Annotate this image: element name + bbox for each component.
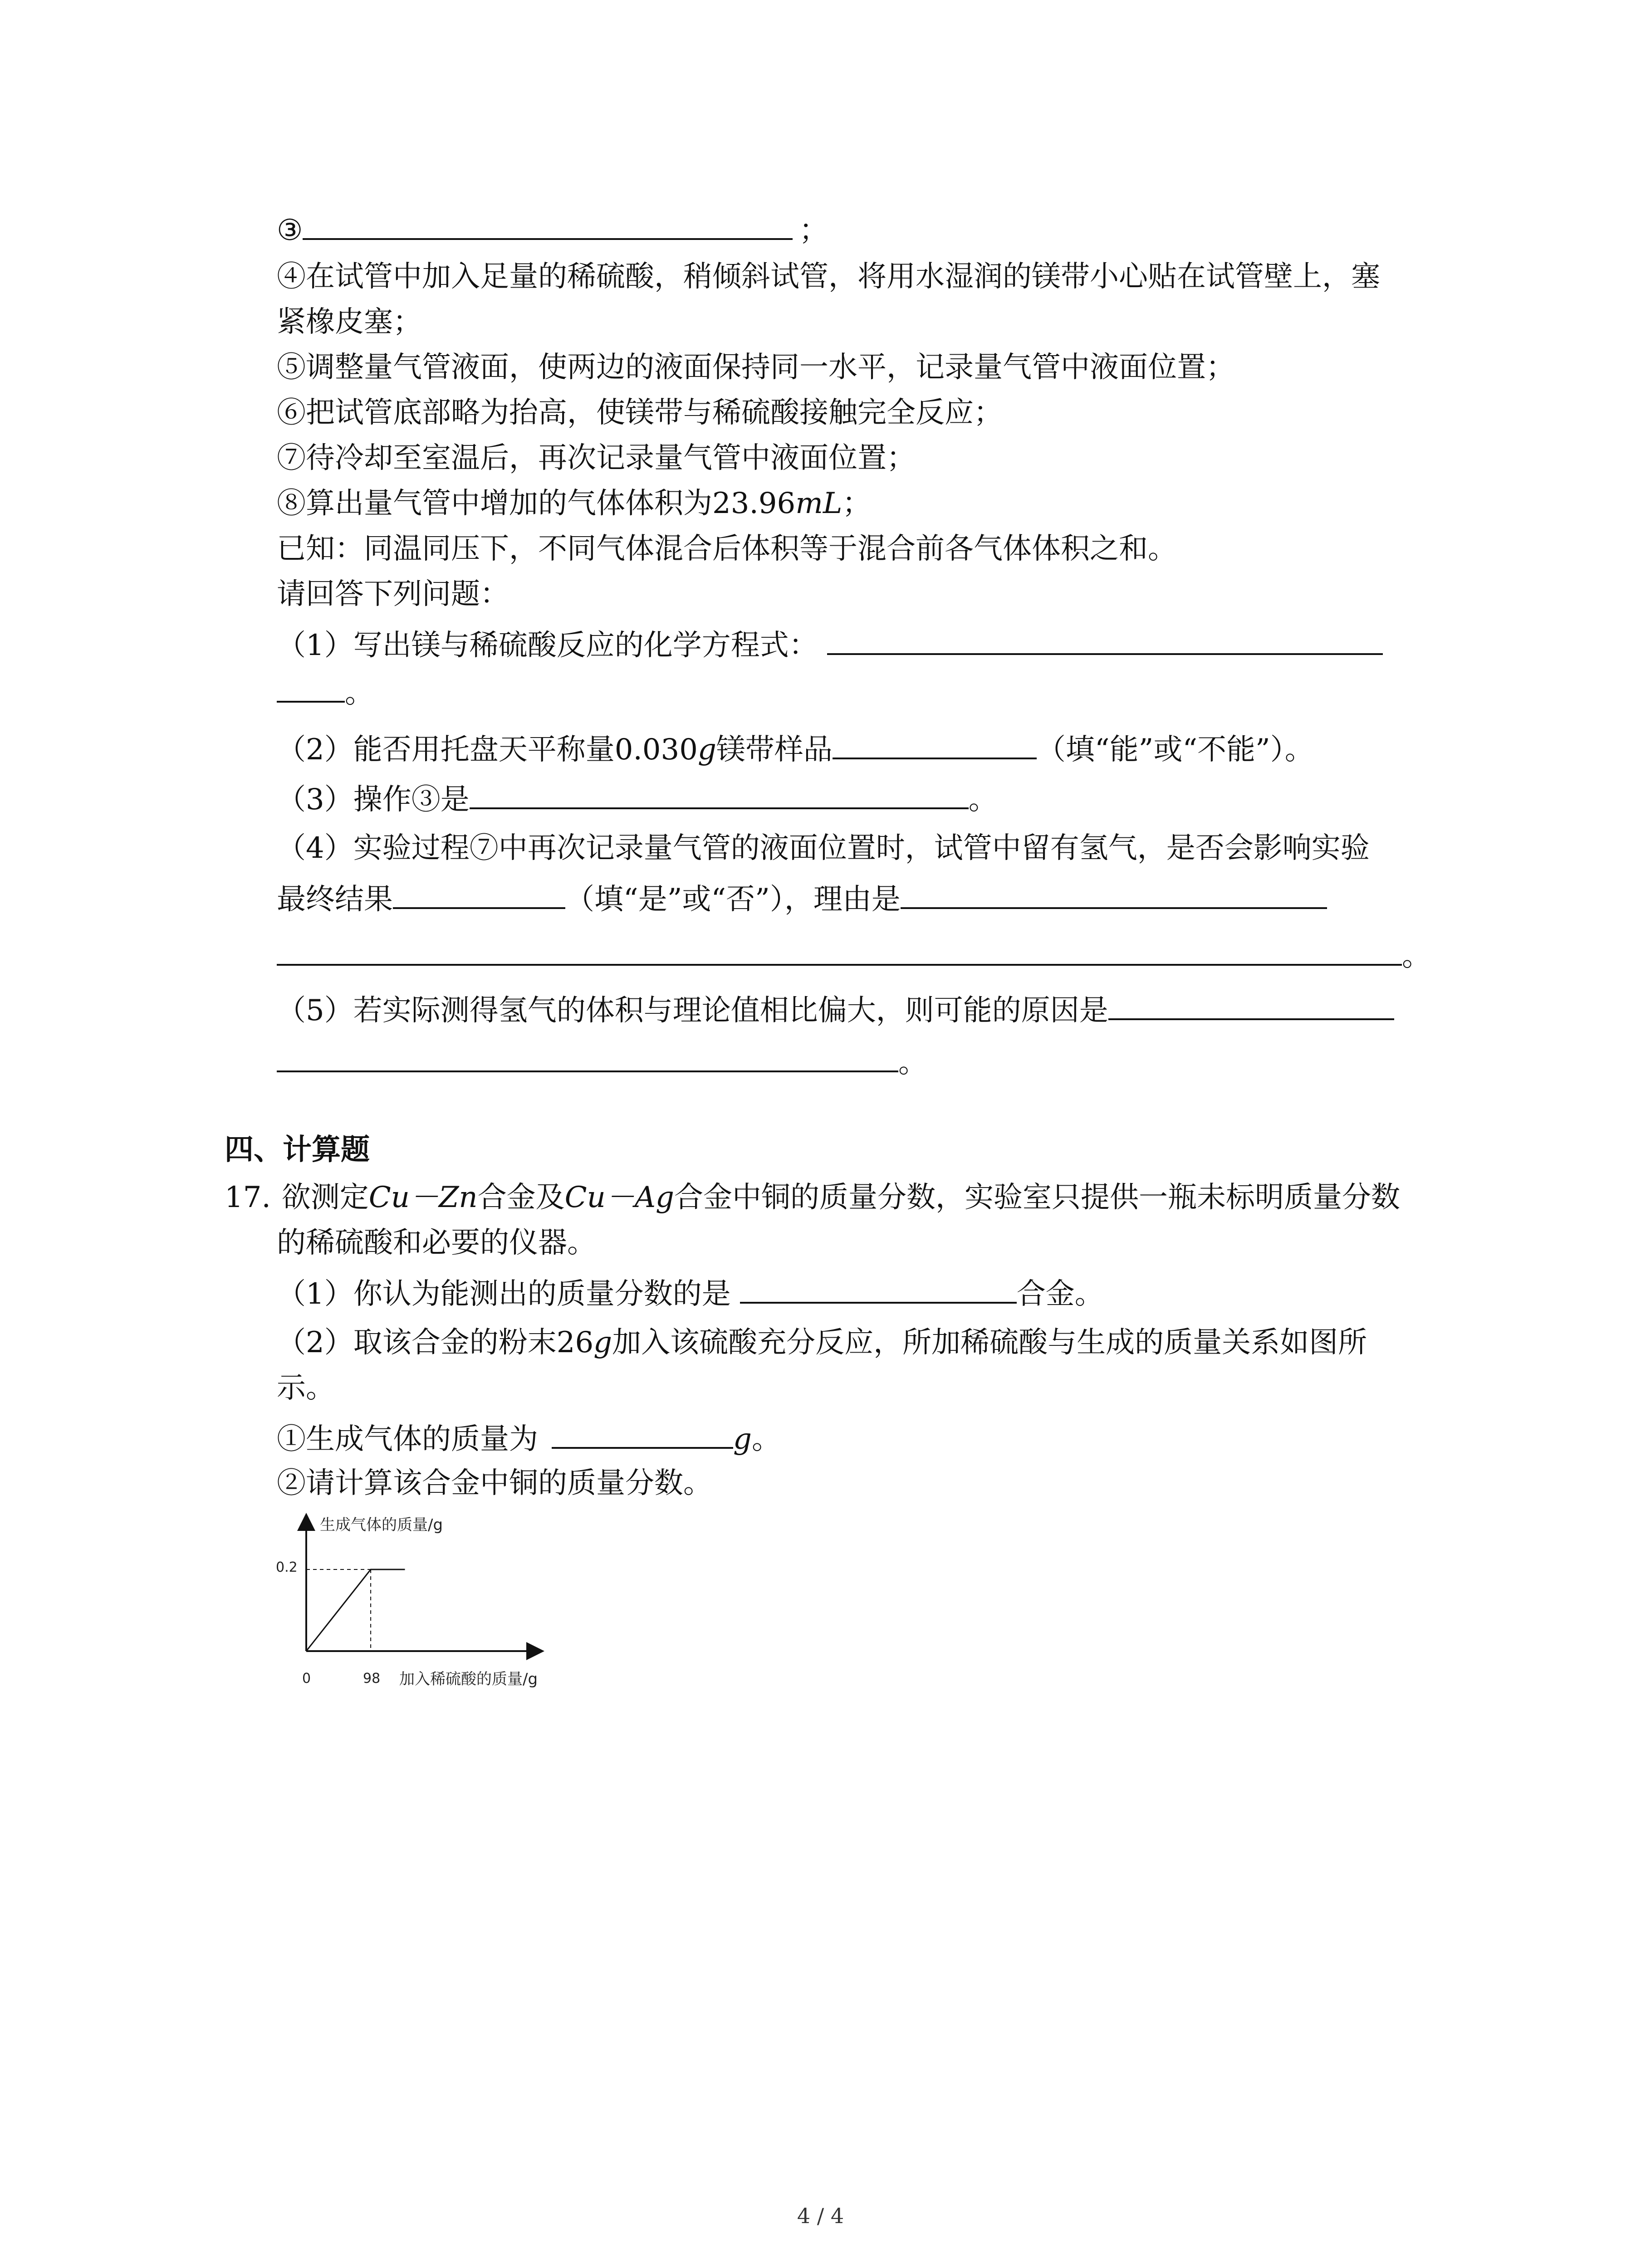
question-17-sub-1: ①生成气体的质量为 g。 — [277, 1420, 781, 1457]
question-17-number: 17. — [225, 1181, 271, 1214]
gas-mass-blank[interactable] — [552, 1420, 733, 1449]
step-8: ⑧算出量气管中增加的气体体积为23.96mL； — [277, 487, 872, 520]
known-note: 已知：同温同压下，不同气体混合后体积等于混合前各气体体积之和。 — [277, 532, 1177, 566]
gas-volume-unit: mL — [795, 487, 843, 520]
question-17-part-1: （1）你认为能测出的质量分数的是 合金。 — [277, 1275, 1104, 1312]
x-tick-98: 98 — [363, 1671, 381, 1686]
series-layer — [306, 1569, 405, 1651]
step-6: ⑥把试管底部略为抬高，使镁带与稀硫酸接触完全反应； — [277, 396, 1003, 430]
question-3: （3）操作③是 。 — [277, 780, 998, 818]
question-17-line-2: 的稀硫酸和必要的仪器。 — [277, 1226, 596, 1260]
step-7: ⑦待冷却至室温后，再次记录量气管中液面位置； — [277, 441, 916, 475]
step-4-line-2: 紧橡皮塞； — [277, 305, 422, 339]
page-number: 4 / 4 — [797, 2204, 844, 2228]
question-5: （5）若实际测得氢气的体积与理论值相比偏大，则可能的原因是 — [277, 991, 1394, 1029]
question-17-sub-2: ②请计算该合金中铜的质量分数。 — [277, 1466, 712, 1500]
series-line-0 — [306, 1569, 405, 1651]
question-5-blank-b[interactable] — [277, 1043, 898, 1072]
answer-prompt: 请回答下列问题： — [277, 577, 509, 611]
question-4-blank-a[interactable] — [393, 880, 565, 909]
question-4-line-1: （4）实验过程⑦中再次记录量气管的液面位置时，试管中留有氢气，是否会影响实验 — [277, 831, 1370, 865]
question-4-blank-b[interactable] — [901, 880, 1327, 909]
question-4-blank-c[interactable] — [277, 937, 1402, 966]
question-17-line-1: 17. 欲测定Cu－Zn合金及Cu－Ag合金中铜的质量分数，实验室只提供一瓶未标明质量分数 — [225, 1181, 1401, 1214]
question-4-line-3: 。 — [277, 937, 1431, 974]
mass-relation-chart — [263, 1513, 581, 1703]
question-5-cont: 。 — [277, 1043, 927, 1081]
question-17-part-2: （2）取该合金的粉末26g加入该硫酸充分反应，所加稀硫酸与生成的质量关系如图所 — [277, 1326, 1367, 1359]
question-1-cont: 。 — [277, 674, 374, 711]
question-1-blank-b[interactable] — [277, 674, 345, 703]
question-3-blank[interactable] — [470, 780, 969, 809]
step-3-number: ③ — [277, 214, 303, 247]
y-axis-label: 生成气体的质量/g — [320, 1516, 443, 1534]
question-5-blank-a[interactable] — [1108, 991, 1394, 1020]
question-4-line-2: 最终结果 （填“是”或“否”），理由是 — [277, 880, 1327, 918]
x-tick-0: 0 — [302, 1671, 311, 1686]
question-1-blank-a[interactable] — [827, 626, 1383, 655]
gas-volume-value: 23.96 — [712, 487, 796, 520]
step-3: ③ ； — [277, 211, 828, 249]
question-1: （1）写出镁与稀硫酸反应的化学方程式： — [277, 626, 1383, 664]
step-4-line-1: ④在试管中加入足量的稀硫酸，稍倾斜试管，将用水湿润的镁带小心贴在试管壁上，塞 — [277, 260, 1380, 293]
step-5: ⑤调整量气管液面，使两边的液面保持同一水平，记录量气管中液面位置； — [277, 351, 1235, 384]
section-title: 四、计算题 — [225, 1133, 370, 1167]
step-3-blank[interactable] — [303, 211, 793, 240]
question-17-part-2-cont: 示。 — [277, 1371, 335, 1405]
x-axis-label: 加入稀硫酸的质量/g — [399, 1670, 538, 1688]
question-2: （2）能否用托盘天平称量0.030g镁带样品 （填“能”或“不能”）。 — [277, 730, 1314, 768]
question-17-part-1-blank[interactable] — [740, 1275, 1017, 1304]
question-2-blank[interactable] — [833, 730, 1037, 759]
y-tick-0-2: 0.2 — [276, 1559, 298, 1575]
